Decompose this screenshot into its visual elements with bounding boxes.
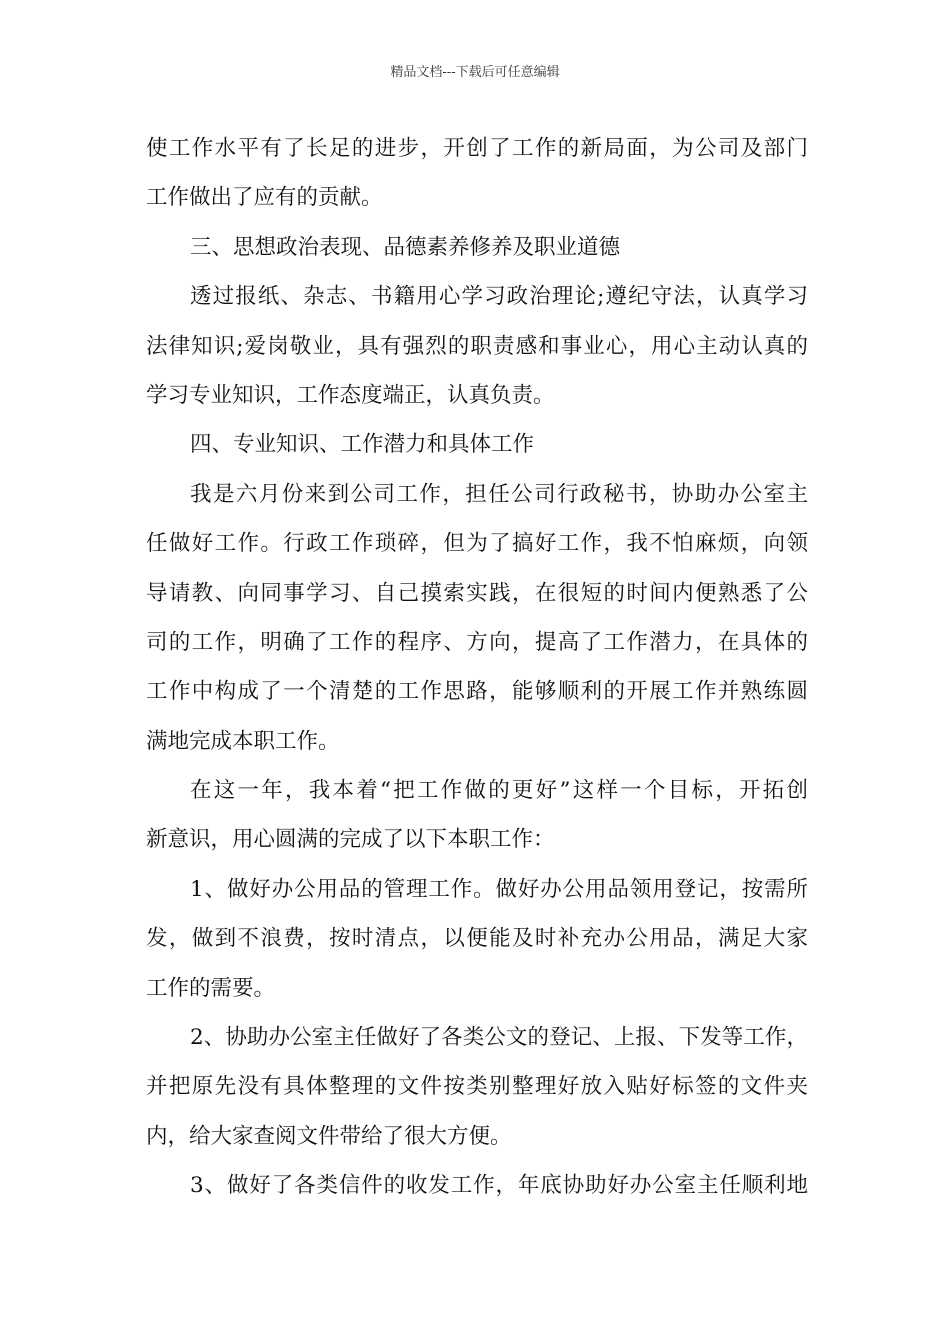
list-item-line: 内，给大家查阅文件带给了很大方便。 bbox=[146, 1123, 512, 1149]
body-line: 我是六月份来到公司工作，担任公司行政秘书，协助办公室主 bbox=[190, 481, 808, 507]
document-body bbox=[146, 124, 808, 1211]
body-line: 工作中构成了一个清楚的工作思路，能够顺利的开展工作并熟练圆 bbox=[146, 679, 808, 705]
body-line: 学习专业知识，工作态度端正，认真负责。 bbox=[146, 382, 555, 408]
section-heading: 四、专业知识、工作潜力和具体工作 bbox=[190, 432, 535, 458]
body-line: 司的工作，明确了工作的程序、方向，提高了工作潜力，在具体的 bbox=[146, 629, 808, 655]
section-heading: 三、思想政治表现、品德素养修养及职业道德 bbox=[190, 234, 621, 260]
body-line: 透过报纸、杂志、书籍用心学习政治理论;遵纪守法，认真学习 bbox=[190, 284, 808, 310]
body-line: 在这一年，我本着“把工作做的更好”这样一个目标，开拓创 bbox=[190, 778, 808, 804]
list-item-line: 3、做好了各类信件的收发工作，年底协助好办公室主任顺利地 bbox=[190, 1173, 808, 1199]
body-line: 法律知识;爱岗敬业，具有强烈的职责感和事业心，用心主动认真的 bbox=[146, 333, 808, 359]
body-line: 新意识，用心圆满的完成了以下本职工作： bbox=[146, 827, 555, 853]
body-line: 任做好工作。行政工作琐碎，但为了搞好工作，我不怕麻烦，向领 bbox=[146, 531, 808, 557]
list-item-line: 并把原先没有具体整理的文件按类别整理好放入贴好标签的文件夹 bbox=[146, 1074, 808, 1100]
body-line: 满地完成本职工作。 bbox=[146, 728, 340, 754]
page-header: 精品文档---下载后可任意编辑 bbox=[390, 65, 560, 80]
list-item-line: 工作的需要。 bbox=[146, 975, 276, 1001]
body-line: 导请教、向同事学习、自己摸索实践，在很短的时间内便熟悉了公 bbox=[146, 580, 808, 606]
body-line: 工作做出了应有的贡献。 bbox=[146, 185, 383, 211]
list-item-line: 1、做好办公用品的管理工作。做好办公用品领用登记，按需所 bbox=[190, 876, 808, 902]
list-item-line: 发，做到不浪费，按时清点，以便能及时补充办公用品，满足大家 bbox=[146, 926, 808, 952]
list-item-line: 2、协助办公室主任做好了各类公文的登记、上报、下发等工作， bbox=[190, 1025, 808, 1051]
body-line: 使工作水平有了长足的进步，开创了工作的新局面，为公司及部门 bbox=[146, 136, 808, 161]
